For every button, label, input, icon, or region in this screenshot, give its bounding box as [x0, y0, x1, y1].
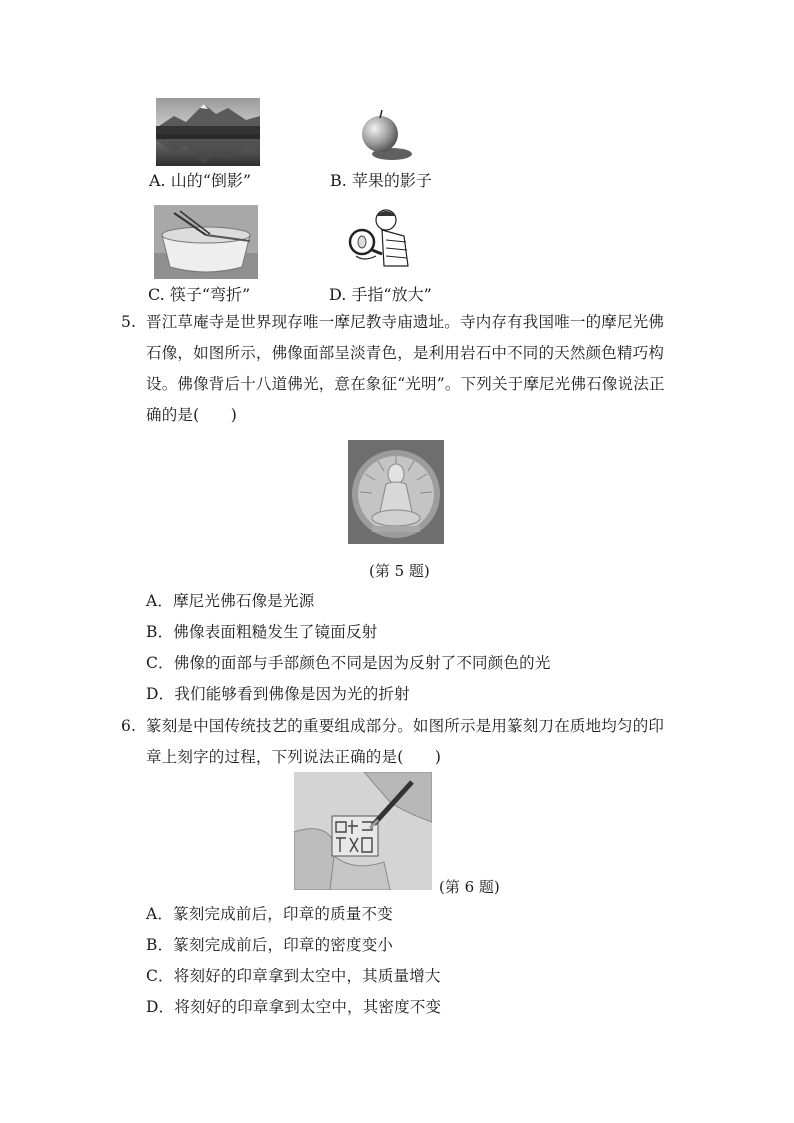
magnifier-boy-drawing [342, 206, 422, 272]
mountain-reflection-photo [156, 98, 260, 166]
q6-stem-line-1: 篆刻是中国传统技艺的重要组成部分。如图所示是用篆刻刀在质地均匀的印 [146, 717, 665, 735]
option-c-caption: C. 筷子“弯折” [148, 285, 251, 304]
q5-option-b: B．佛像表面粗糙发生了镜面反射 [146, 623, 378, 641]
q5-stem-line-4: 确的是( ) [146, 406, 237, 424]
q6-option-a: A．篆刻完成前后，印章的质量不变 [146, 905, 393, 923]
q5-stem-line-2: 石像，如图所示，佛像面部呈淡青色，是利用岩石中不同的天然颜色精巧构 [146, 344, 665, 362]
q6-option-c: C．将刻好的印章拿到太空中，其质量增大 [146, 967, 441, 985]
q5-option-a: A．摩尼光佛石像是光源 [146, 592, 315, 610]
q5-stem-line-3: 设。佛像背后十八道佛光，意在象征“光明”。下列关于摩尼光佛石像说法正 [146, 375, 665, 393]
q6-number: 6. [121, 717, 137, 735]
q6-figure-caption: (第 6 题) [439, 878, 500, 896]
option-d-caption: D. 手指“放大” [329, 285, 432, 304]
q5-figure-caption: (第 5 题) [369, 562, 430, 580]
q5-option-c: C．佛像的面部与手部颜色不同是因为反射了不同颜色的光 [146, 654, 551, 672]
option-b-caption: B. 苹果的影子 [330, 171, 432, 190]
mani-buddha-statue-photo [348, 440, 444, 544]
q6-option-d: D．将刻好的印章拿到太空中，其密度不变 [146, 998, 442, 1016]
apple-shadow-photo [352, 104, 414, 164]
q6-stem-line-2: 章上刻字的过程，下列说法正确的是( ) [146, 748, 442, 766]
seal-carving-photo [294, 772, 432, 890]
q5-option-d: D．我们能够看到佛像是因为光的折射 [146, 685, 410, 703]
q5-stem-line-1: 晋江草庵寺是世界现存唯一摩尼教寺庙遗址。寺内存有我国唯一的摩尼光佛 [146, 313, 665, 331]
q6-option-b: B．篆刻完成前后，印章的密度变小 [146, 936, 394, 954]
chopsticks-bowl-photo [154, 205, 258, 279]
q5-number: 5. [121, 313, 137, 331]
option-a-caption: A. 山的“倒影” [149, 171, 252, 190]
